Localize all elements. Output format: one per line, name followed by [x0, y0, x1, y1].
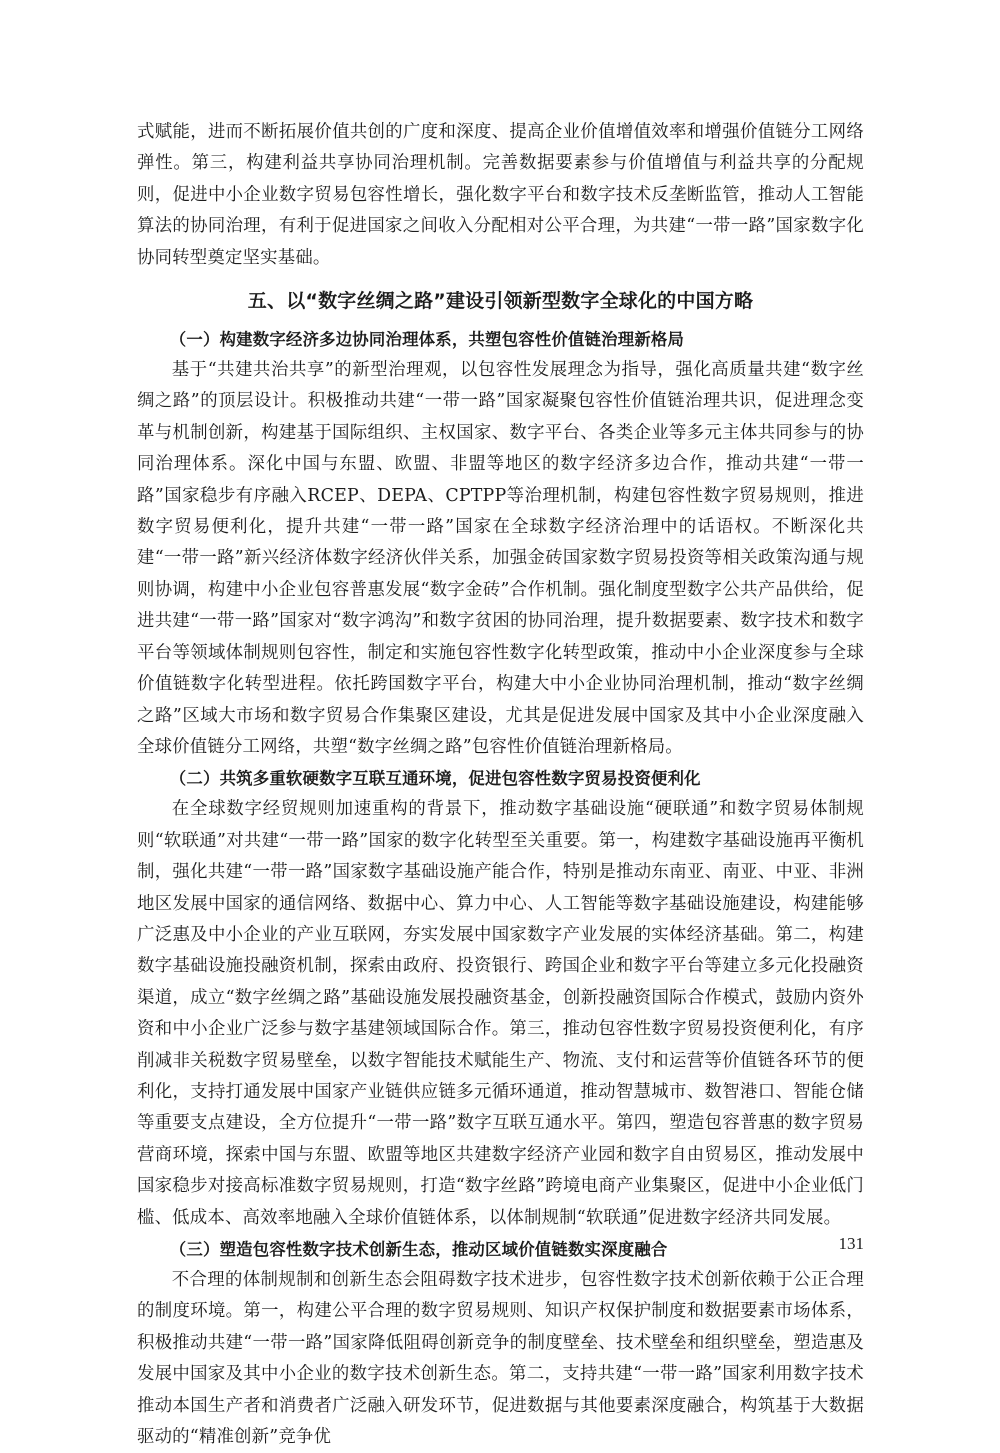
subsection-body-1: 基于“共建共治共享”的新型治理观，以包容性发展理念为指导，强化高质量共建“数字丝绸之路”的顶层设计。积极推动共建“一带一路”国家凝聚包容性价值链治理共识，促进理念变革与机制创新，构建基于国际组织、主权国家、数字平台、各类企业等多元主体共同参与的协同治理体系。深化中国与东盟、欧盟、非盟等地区的数字经济多边合作，推动共建“一带一路”国家稳步有序融入RCEP、DEPA、CPTPP等治理机制，构建包容性数字贸易规则，推进数字贸易便利化，提升共建“一带一路”国家在全球数字经济治理中的话语权。不断深化共建“一带一路”新兴经济体数字经济伙伴关系，加强金砖国家数字贸易投资等相关政策沟通与规则协调，构建中小企业包容普惠发展“数字金砖”合作机制。强化制度型数字公共产品供给，促进共建“一带一路”国家对“数字鸿沟”和数字贫困的协同治理，提升数据要素、数字技术和数字平台等领域体制规则包容性，制定和实施包容性数字化转型政策，推动中小企业深度参与全球价值链数字化转型进程。依托跨国数字平台，构建大中小企业协同治理机制，推动“数字丝绸之路”区域大市场和数字贸易合作集聚区建设，尤其是促进发展中国家及其中小企业深度融入全球价值链分工网络，共塑“数字丝绸之路”包容性价值链治理新格局。: [137, 360, 864, 757]
subsection-body-2: 在全球数字经贸规则加速重构的背景下，推动数字基础设施“硬联通”和数字贸易体制规则“软联通”对共建“一带一路”国家的数字化转型至关重要。第一，构建数字基础设施再平衡机制，强化共建“一带一路”国家数字基础设施产能合作，特别是推动东南亚、南亚、中亚、非洲地区发展中国家的通信网络、数据中心、算力中心、人工智能等数字基础设施建设，构建能够广泛惠及中小企业的产业互联网，夯实发展中国家数字产业发展的实体经济基础。第二，构建数字基础设施投融资机制，探索由政府、投资银行、跨国企业和数字平台等建立多元化投融资渠道，成立“数字丝绸之路”基础设施发展投融资基金，创新投融资国际合作模式，鼓励内资外资和中小企业广泛参与数字基建领域国际合作。第三，推动包容性数字贸易投资便利化，有序削减非关税数字贸易壁垒，以数字智能技术赋能生产、物流、支付和运营等价值链各环节的便利化，支持打通发展中国家产业链供应链多元循环通道，推动智慧城市、数智港口、智能仓储等重要支点建设，全方位提升“一带一路”数字互联互通水平。第四，塑造包容普惠的数字贸易营商环境，探索中国与东盟、欧盟等地区共建数字经济产业园和数字自由贸易区，推动发展中国家稳步对接高标准数字贸易规则，打造“数字丝路”跨境电商产业集聚区，促进中小企业低门槛、低成本、高效率地融入全球价值链体系，以体制规制“软联通”促进数字经济共同发展。: [137, 799, 864, 1228]
subsection-body-3: 不合理的体制规制和创新生态会阻碍数字技术进步，包容性数字技术创新依赖于公正合理的制度环境。第一，构建公平合理的数字贸易规则、知识产权保护制度和数据要素市场体系，积极推动共建“一带一路”国家降低阻碍创新竞争的制度壁垒、技术壁垒和组织壁垒，塑造惠及发展中国家及其中小企业的数字技术创新生态。第二，支持共建“一带一路”国家利用数字技术推动本国生产者和消费者广泛融入研发环节，促进数据与其他要素深度融合，构筑基于大数据驱动的“精准创新”竞争优: [137, 1270, 864, 1448]
subsection-title-2: （二）共筑多重软硬数字互联互通环境，促进包容性数字贸易投资便利化: [169, 769, 701, 789]
subsection-title-3: （三）塑造包容性数字技术创新生态，推动区域价值链数实深度融合: [169, 1240, 668, 1259]
page-number: 131: [838, 1234, 864, 1253]
intro-paragraph: 式赋能，进而不断拓展价值共创的广度和深度、提高企业价值增值效率和增强价值链分工网络弹性。第三，构建利益共享协同治理机制。完善数据要素参与价值增值与利益共享的分配规则，促进中小企业数字贸易包容性增长，强化数字平台和数字技术反垄断监管，推动人工智能算法的协同治理，有利于促进国家之间收入分配相对公平合理，为共建“一带一路”国家数字化协同转型奠定坚实基础。: [137, 122, 864, 268]
subsection-title-1: （一）构建数字经济多边协同治理体系，共塑包容性价值链治理新格局: [169, 330, 685, 350]
section-title: 五、以“数字丝绸之路”建设引领新型数字全球化的中国方略: [247, 290, 754, 313]
text-column: [137, 117, 864, 1453]
